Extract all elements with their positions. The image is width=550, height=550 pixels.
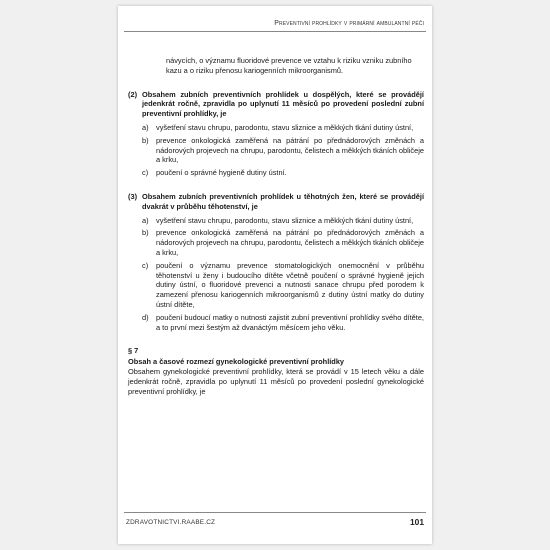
item-label: d) [142,312,149,322]
item-text: prevence onkologická zaměřená na pátrání po přednádorových změnách a nádorových projevech na chrupu, parodontu, čelistech a měkkých tkáních obličeje a krku, [156,228,424,257]
item-label: a) [142,215,149,225]
list-item [142,261,424,310]
item-label: c) [142,168,149,178]
paragraph-3 [128,192,424,332]
list-item [142,123,424,133]
paragraph-number: (2) [128,89,138,99]
item-label: b) [142,135,149,145]
section-text: Obsahem gynekologické preventivní prohlídky, která se provádí v 15 letech věku a dále jedenkrát ročně, zpravidla po uplynutí 11 měsíců po provedení poslední gynekologické preventivní prohlídky, je [128,366,424,396]
item-text: poučení budoucí matky o nutnosti zajistit zubní preventivní prohlídky svého dítěte, a to první mezi šestým až dvanáctým měsícem jeho věku. [156,312,424,332]
item-text: vyšetření stavu chrupu, parodontu, stavu sliznice a měkkých tkání dutiny ústní, [156,215,414,225]
list-item [142,313,424,333]
list-item [142,228,424,257]
paragraph-2 [128,90,424,178]
paragraph-items [142,123,424,178]
running-header: Preventivní prohlídky v primární ambulantní péči [274,20,424,27]
document-page [118,6,432,544]
footer-website: ZDRAVOTNICTVI.RAABE.CZ [126,519,216,526]
section-number: § 7 [128,346,139,356]
list-item [142,168,424,178]
section-7 [128,346,424,396]
item-text: prevence onkologická zaměřená na pátrání po přednádorových změnách a nádorových projevech na chrupu, parodontu, čelistech a měkkých tkáních obličeje a krku, [156,135,424,165]
list-item [142,216,424,226]
footer-divider [124,512,426,513]
page-number: 101 [410,517,424,527]
section-title: Obsah a časové rozmezí gynekologické preventivní prohlídky [128,357,345,367]
item-text: vyšetření stavu chrupu, parodontu, stavu sliznice a měkkých tkání dutiny ústní, [156,122,414,132]
item-label: a) [142,122,149,132]
paragraph-items [142,216,424,333]
item-label: b) [142,228,149,238]
list-item [142,136,424,165]
item-text: poučení o správné hygieně dutiny ústní. [156,168,287,178]
paragraph-heading: Obsahem zubních preventivních prohlídek u těhotných žen, které se provádějí dvakrát v průběhu těhotenství, je [142,191,424,211]
page-body [128,56,424,396]
paragraph-heading: Obsahem zubních preventivních prohlídek u dospělých, které se provádějí jedenkrát ročně, zpravidla po uplynutí 11 měsíců po provedení poslední zubní preventivní prohlídky, je [142,89,424,119]
item-label: c) [142,260,149,270]
paragraph-number: (3) [128,191,138,201]
header-divider [124,31,426,32]
continuation-text: návycích, o významu fluoridové prevence ve vztahu k riziku vzniku zubního kazu a o riziku přenosu kariogenních mikroorganismů. [166,56,412,75]
item-text: poučení o významu prevence stomatologických onemocnění v průběhu těhotenství u ženy i budoucího dítěte včetně poučení o správné hygieně jejich dutiny ústní, o fluoridové prevenci a nutnosti sanace chrupu před porodem k zamezení přenosu kariogenních mikroorganismů z dutiny ústní matky do dutiny ústní dítěte, [156,260,424,309]
